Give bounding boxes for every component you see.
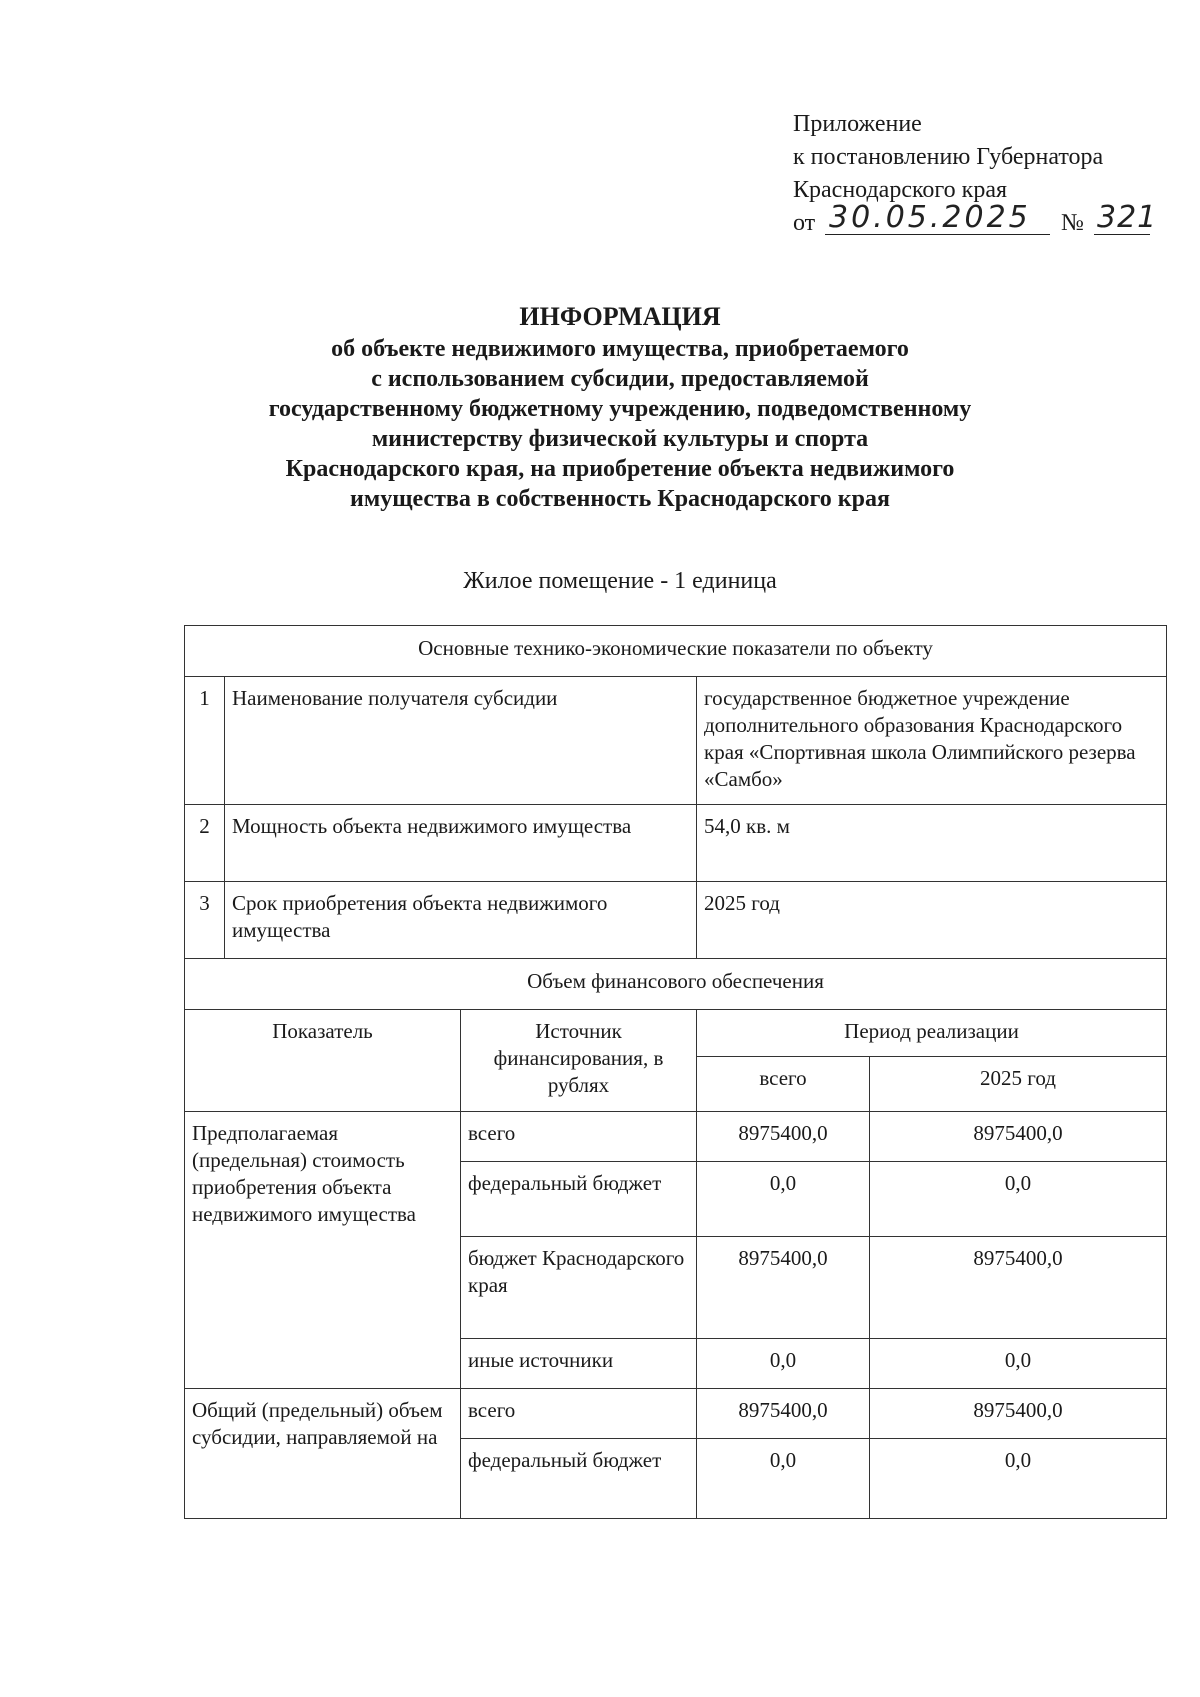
row-number: 1 [185,677,225,805]
title-line: Краснодарского края, на приобретение объекта недвижимого [285,456,955,482]
finance-source: всего [461,1389,697,1439]
title-line: министерству физической культуры и спорта [371,426,869,452]
finance-total: 0,0 [697,1339,870,1389]
row-number: 3 [185,882,225,959]
table-row [185,882,1167,959]
section-title-finance: Объем финансового обеспечения [185,959,1167,1010]
number-sign: № [1061,210,1084,236]
header-period: Период реализации [697,1010,1167,1057]
finance-year: 8975400,0 [870,1237,1167,1339]
row-number: 2 [185,805,225,882]
finance-year: 0,0 [870,1339,1167,1389]
row-label: Наименование получателя субсидии [225,677,697,805]
header-year: 2025 год [870,1057,1167,1112]
section-row [185,959,1167,1010]
appendix-line-3: Краснодарского края [793,177,1008,203]
title-line: имущества в собственность Краснодарского края [350,486,890,512]
title-main: ИНФОРМАЦИЯ [519,302,721,331]
header-total: всего [697,1057,870,1112]
appendix-date-number-row [793,200,1158,240]
row-value: государственное бюджетное учреждение дополнительного образования Краснодарского края «Спортивная школа Олимпийского резерва «Самбо» [697,677,1167,805]
appendix-block [793,108,1158,240]
finance-row [185,1389,1167,1439]
object-subject: Жилое помещение - 1 единица [463,568,777,594]
appendix-line-2: к постановлению Губернатора [793,144,1104,170]
from-label: от [793,210,816,236]
handwritten-number: 321 [1097,200,1158,235]
finance-indicator: Общий (предельный) объем субсидии, направляемой на [185,1389,461,1519]
title-line: об объекте недвижимого имущества, приобретаемого [331,336,909,362]
header-indicator: Показатель [185,1010,461,1112]
appendix-line-1: Приложение [793,111,922,137]
finance-year: 8975400,0 [870,1112,1167,1162]
finance-year: 8975400,0 [870,1389,1167,1439]
finance-indicator: Предполагаемая (предельная) стоимость приобретения объекта недвижимого имущества [185,1112,461,1389]
document-title [220,300,1020,514]
row-value: 2025 год [697,882,1167,959]
finance-row [185,1112,1167,1162]
finance-total: 8975400,0 [697,1389,870,1439]
section-title-indicators: Основные технико-экономические показатели по объекту [185,626,1167,677]
finance-year: 0,0 [870,1162,1167,1237]
finance-source: иные источники [461,1339,697,1389]
finance-year: 0,0 [870,1439,1167,1519]
handwritten-date: 30.05.2025 [829,200,1031,235]
finance-source: федеральный бюджет [461,1439,697,1519]
finance-source: федеральный бюджет [461,1162,697,1237]
finance-source: бюджет Краснодарского края [461,1237,697,1339]
finance-source: всего [461,1112,697,1162]
finance-header-row [185,1010,1167,1057]
row-label: Мощность объекта недвижимого имущества [225,805,697,882]
finance-total: 0,0 [697,1439,870,1519]
table-row [185,677,1167,805]
finance-total: 8975400,0 [697,1112,870,1162]
table-row [185,805,1167,882]
header-source: Источник финансирования, в рублях [461,1010,697,1112]
title-line: государственному бюджетному учреждению, подведомственному [268,396,972,422]
row-value: 54,0 кв. м [697,805,1167,882]
finance-total: 0,0 [697,1162,870,1237]
row-label: Срок приобретения объекта недвижимого имущества [225,882,697,959]
section-row [185,626,1167,677]
indicators-table [184,625,1167,1519]
title-line: с использованием субсидии, предоставляемой [371,366,869,392]
finance-total: 8975400,0 [697,1237,870,1339]
